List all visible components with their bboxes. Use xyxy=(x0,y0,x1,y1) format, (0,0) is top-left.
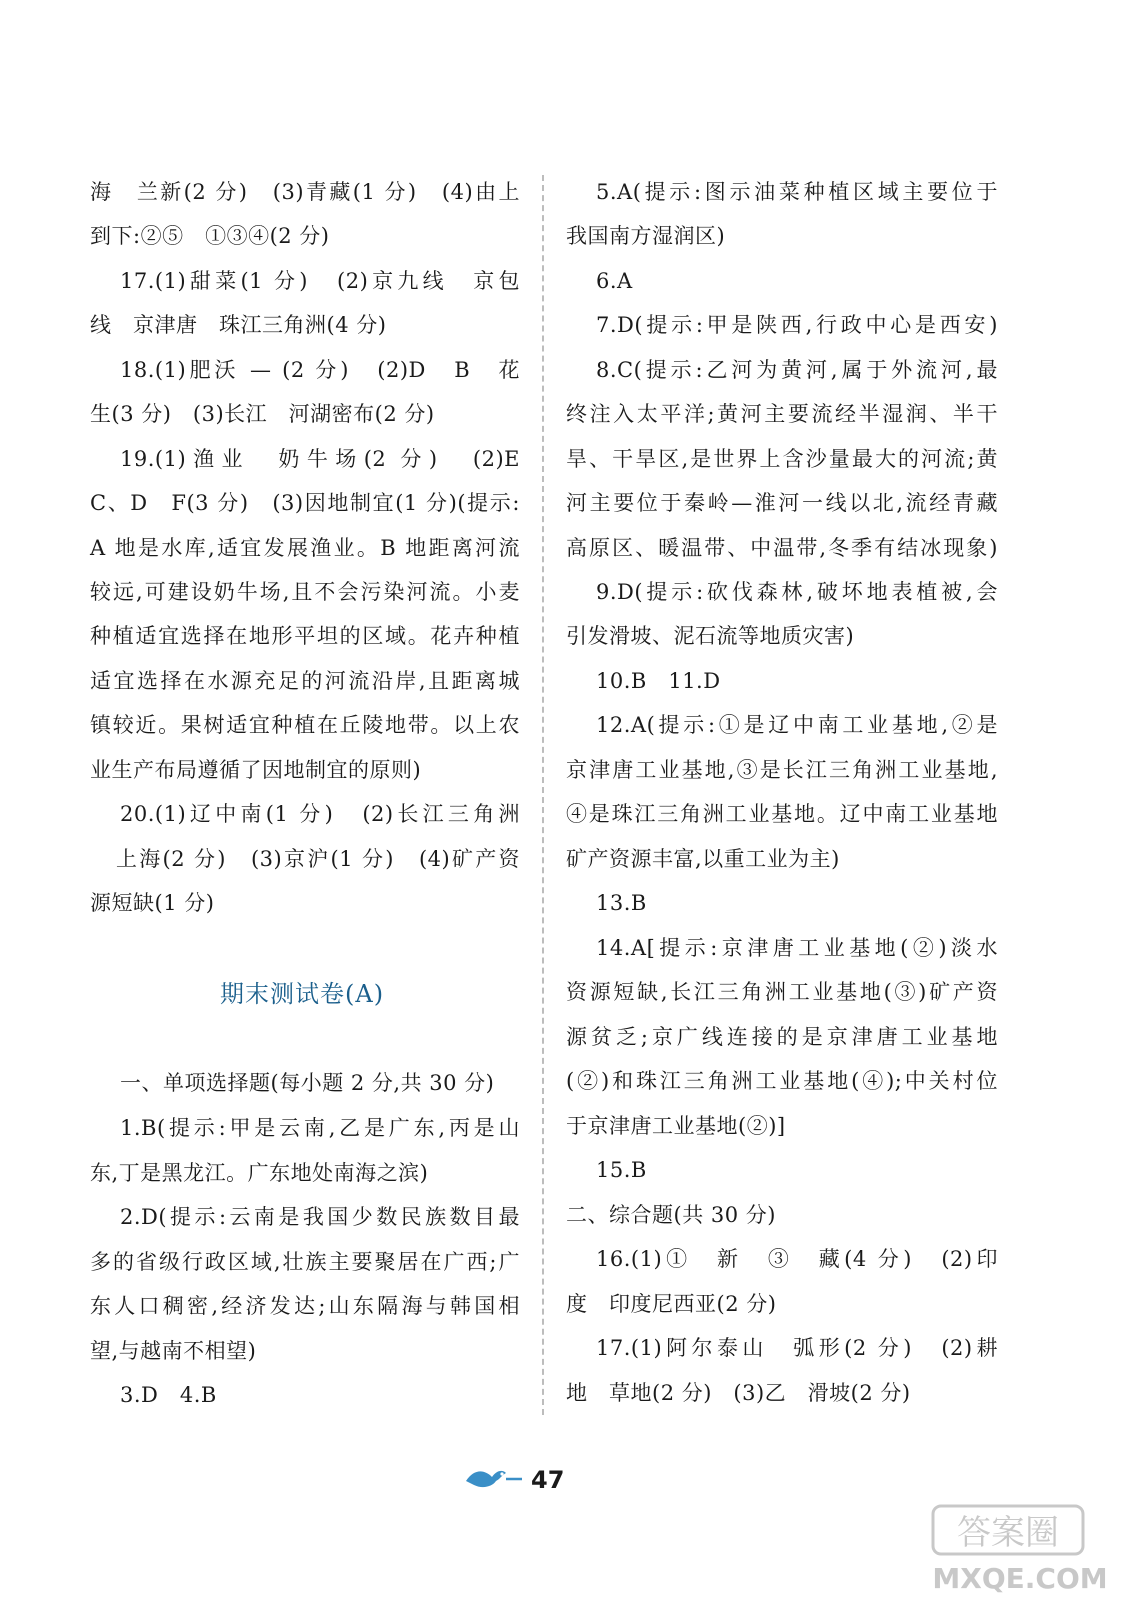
text-line: 19.(1)渔业 奶牛场(2 分) (2)E xyxy=(120,447,520,471)
text-line: 14.A[提示:京津唐工业基地(②)淡水 xyxy=(596,936,998,960)
text-line: 到下:②⑤ ①③④(2 分) xyxy=(90,224,330,248)
page-number: 47 xyxy=(531,1466,565,1494)
text-line: 京津唐工业基地,③是长江三角洲工业基地, xyxy=(566,758,998,782)
text-line: 18.(1)肥沃 — (2 分) (2)D B 花 xyxy=(120,358,520,382)
text-line: ④是珠江三角洲工业基地。辽中南工业基地 xyxy=(566,802,998,826)
text-line: 源贫乏;京广线连接的是京津唐工业基地 xyxy=(566,1025,998,1049)
text-line: 源短缺(1 分) xyxy=(90,891,215,915)
text-line: 引发滑坡、泥石流等地质灾害) xyxy=(566,624,855,648)
text-line: 东人口稠密,经济发达;山东隔海与韩国相 xyxy=(90,1294,520,1318)
text-line: (②)和珠江三角洲工业基地(④);中关村位 xyxy=(566,1069,998,1093)
section-heading: 二、综合题(共 30 分) xyxy=(566,1203,776,1227)
section-title: 期末测试卷(A) xyxy=(220,980,385,1008)
text-line: 17.(1)甜菜(1 分) (2)京九线 京包 xyxy=(120,269,520,293)
bird-logo-icon xyxy=(462,1463,524,1497)
text-line: 7.D(提示:甲是陕西,行政中心是西安) xyxy=(596,313,998,337)
text-line: 地 草地(2 分) (3)乙 滑坡(2 分) xyxy=(566,1381,911,1405)
text-line: 种植适宜选择在地形平坦的区域。花卉种植 xyxy=(90,624,520,648)
text-line: 2.D(提示:云南是我国少数民族数目最 xyxy=(120,1205,520,1229)
watermark-logo xyxy=(925,1500,1115,1604)
text-line: 旱、干旱区,是世界上含沙量最大的河流;黄 xyxy=(566,447,998,471)
text-line: 17.(1)阿尔泰山 弧形(2 分) (2)耕 xyxy=(596,1336,998,1360)
text-line: 河主要位于秦岭—淮河一线以北,流经青藏 xyxy=(566,491,998,515)
text-line: 望,与越南不相望) xyxy=(90,1339,257,1363)
column-divider xyxy=(542,175,544,1415)
svg-text:MXQE.COM: MXQE.COM xyxy=(932,1562,1108,1595)
text-line: 9.D(提示:砍伐森林,破坏地表植被,会 xyxy=(596,580,998,604)
text-line: 1.B(提示:甲是云南,乙是广东,丙是山 xyxy=(120,1116,520,1140)
text-line: 12.A(提示:①是辽中南工业基地,②是 xyxy=(596,713,998,737)
text-line: 资源短缺,长江三角洲工业基地(③)矿产资 xyxy=(566,980,998,1004)
text-line: 于京津唐工业基地(②)] xyxy=(566,1114,786,1138)
text-line: 业生产布局遵循了因地制宜的原则) xyxy=(90,758,422,782)
text-line: 20.(1)辽中南(1 分) (2)长江三角洲 xyxy=(120,802,520,826)
text-line: 13.B xyxy=(596,891,647,915)
text-line: 镇较近。果树适宜种植在丘陵地带。以上农 xyxy=(90,713,520,737)
text-line: 高原区、暖温带、中温带,冬季有结冰现象) xyxy=(566,536,998,560)
text-line: 东,丁是黑龙江。广东地处南海之滨) xyxy=(90,1161,429,1185)
text-line: 6.A xyxy=(596,269,633,293)
text-line: C、D F(3 分) (3)因地制宜(1 分)(提示: xyxy=(90,491,520,515)
text-line: 3.D 4.B xyxy=(120,1383,217,1407)
text-line: 我国南方湿润区) xyxy=(566,224,726,248)
text-line: 终注入太平洋;黄河主要流经半湿润、半干 xyxy=(566,402,998,426)
section-heading: 一、单项选择题(每小题 2 分,共 30 分) xyxy=(120,1071,495,1095)
text-line: 线 京津唐 珠江三角洲(4 分) xyxy=(90,313,387,337)
svg-text:答案圈: 答案圈 xyxy=(957,1513,1059,1553)
text-line: 生(3 分) (3)长江 河湖密布(2 分) xyxy=(90,402,435,426)
text-line: 多的省级行政区域,壮族主要聚居在广西;广 xyxy=(90,1250,520,1274)
text-line: 15.B xyxy=(596,1158,647,1182)
text-line: 10.B 11.D xyxy=(596,669,721,693)
text-line: 16.(1)① 新 ③ 藏(4 分) (2)印 xyxy=(596,1247,998,1271)
text-line: 较远,可建设奶牛场,且不会污染河流。小麦 xyxy=(90,580,520,604)
text-line: A 地是水库,适宜发展渔业。B 地距离河流 xyxy=(90,536,520,560)
text-line: 适宜选择在水源充足的河流沿岸,且距离城 xyxy=(90,669,520,693)
text-line: 上海(2 分) (3)京沪(1 分) (4)矿产资 xyxy=(116,847,520,871)
text-line: 5.A(提示:图示油菜种植区域主要位于 xyxy=(596,180,998,204)
text-line: 矿产资源丰富,以重工业为主) xyxy=(566,847,840,871)
text-line: 度 印度尼西亚(2 分) xyxy=(566,1292,777,1316)
text-line: 8.C(提示:乙河为黄河,属于外流河,最 xyxy=(596,358,998,382)
text-line: 海 兰新(2 分) (3)青藏(1 分) (4)由上 xyxy=(90,180,520,204)
